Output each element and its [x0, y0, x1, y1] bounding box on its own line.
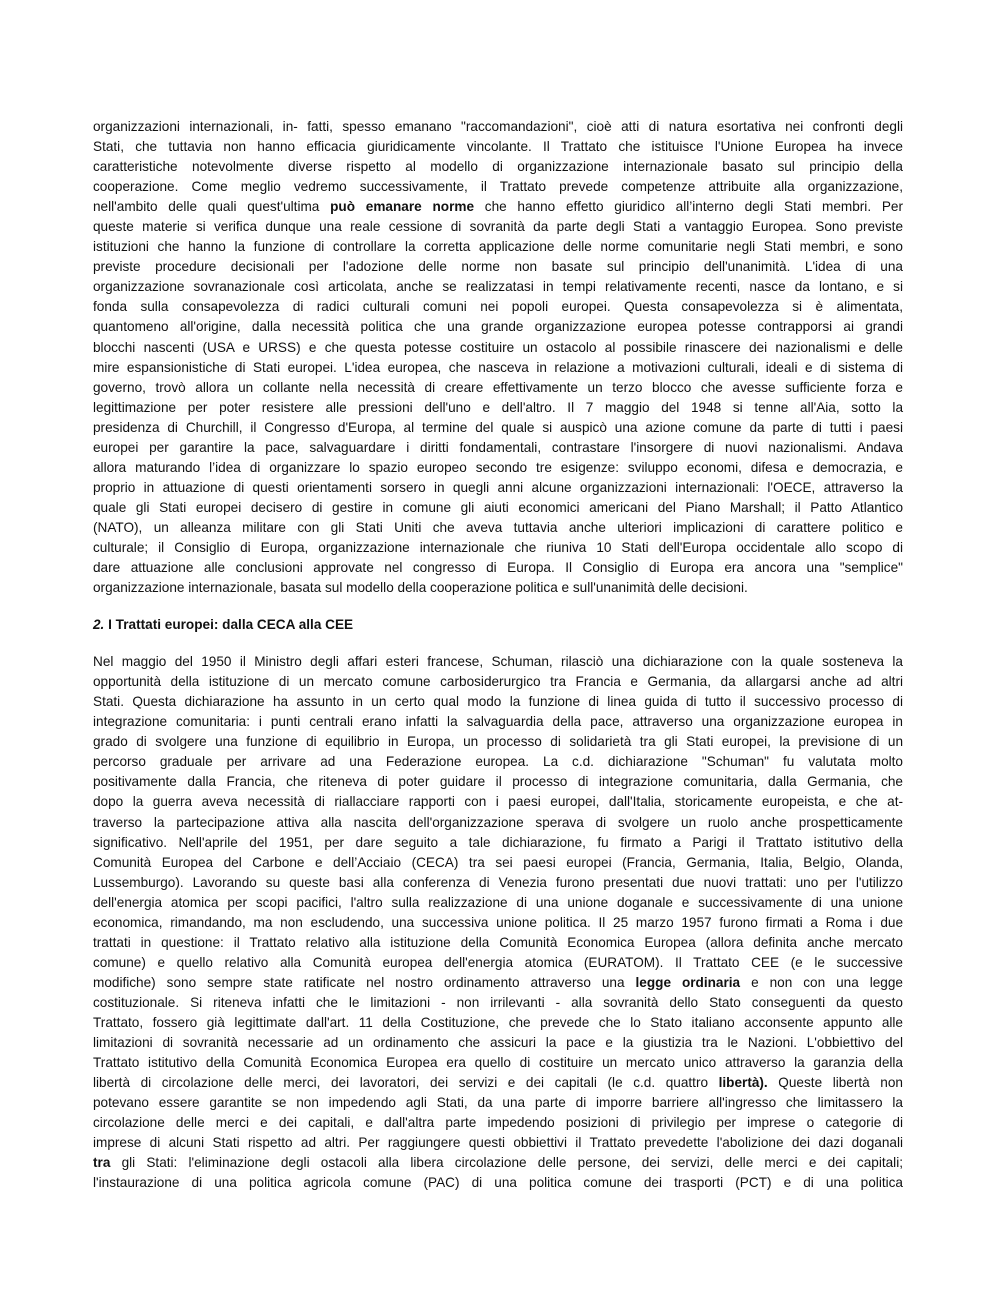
text-line: modifiche) sono sempre state ratificate nel nostro ordinamento attraverso una legge ordinaria e non con una legge — [93, 974, 903, 990]
section-title: I Trattati europei: dalla CECA alla CEE — [104, 617, 354, 633]
text-line: positivamente dalla Francia, che riteneva di poter guidare il processo di integrazione comunitaria, dalla Germania, che — [93, 774, 903, 790]
text-line: governo, trovò allora un collante nella necessità di creare effettivamente un terzo blocco che avesse sufficiente forza e — [93, 379, 903, 395]
text-line: dare attuazione alle conclusioni approvate nel congresso di Europa. Il Consiglio di Europa era ancora una "semplice" — [93, 560, 903, 576]
paragraph-2 — [93, 652, 903, 1193]
text-line: organizzazione internazionale, basata sul modello della cooperazione politica e sull'unanimità delle decisioni. — [93, 580, 748, 596]
text-line: traverso la partecipazione attiva alla nascita dell'organizzazione sperava di svolgere un ruolo anche prospetticamente — [93, 814, 903, 830]
text-line: quale gli Stati europei decisero di gestire in comune gli aiuti economici americani del Piano Marshall; il Patto Atlantico — [93, 499, 903, 515]
text-line: proprio in attuazione di questi orientamenti sorsero in quegli anni alcune organizzazioni internazionali: l'OECE, attraverso la — [93, 479, 903, 495]
text-line: europei per garantire la pace, salvaguardare i diritti fondamentali, contrastare l'insorgere di nuovi nazionalismi. Andava — [93, 439, 903, 455]
text-line: Stati, che tuttavia non hanno efficacia giuridicamente vincolante. Il Trattato che istituisce l'Unione Europea ha invece — [93, 139, 903, 155]
text-line: significativo. Nell'aprile del 1951, per dare seguito a tale dichiarazione, fu firmato a Parigi il Trattato istitutivo della — [93, 834, 903, 850]
text-line: Trattato istitutivo della Comunità Economica Europea era quello di costituire un mercato unico attraverso la garanzia della — [93, 1055, 903, 1071]
text-line: istituzioni che hanno la funzione di controllare la corretta applicazione delle norme comunitarie negli Stati membri, e sono — [93, 239, 903, 255]
text-line: organizzazione sovranazionale così articolata, anche se realizzatasi in tempi relativamente recenti, nasce da lontano, e si — [93, 279, 903, 295]
text-line: previste procedure decisionali per l'adozione delle norme non basate sul principio dell'unanimità. L'idea di una — [93, 259, 903, 275]
text-line: Lussemburgo). Lavorando su queste basi alla conferenza di Venezia furono presentati due nuovi trattati: uno per l'utilizzo — [93, 874, 903, 890]
text-line: fonda sulla consapevolezza di radici culturali comuni nei popoli europei. Questa consapevolezza si è alimentata, — [93, 299, 903, 315]
bold-text: libertà). — [718, 1075, 768, 1091]
text-line: cooperazione. Come meglio vedremo successivamente, il Trattato prevede competenze attribuite alla organizzazione, — [93, 179, 903, 195]
section-number: 2. — [93, 617, 105, 633]
text-line: caratteristiche notevolmente diverse rispetto al modello di organizzazione internazionale basato sul principio della — [93, 159, 903, 175]
text-line: (NATO), un alleanza militare con gli Stati Uniti che aveva tuttavia anche ulteriori implicazioni di carattere politico e — [93, 519, 903, 535]
text-line: blocchi nascenti (USA e URSS) e che questa potesse costituire un ostacolo al possibile rinascere dei nazionalismi e delle — [93, 339, 903, 355]
text-line: queste materie si verifica dunque una reale cessione di sovranità da parte degli Stati a vantaggio Europea. Sono previste — [93, 219, 903, 235]
paragraph-1 — [93, 117, 903, 598]
bold-text: legge ordinaria — [635, 974, 741, 990]
text-line: allora maturando l’idea di organizzare lo spazio europeo secondo tre esigenze: sviluppo economi, difesa e democrazia, e — [93, 459, 903, 475]
text-line: Trattato, fossero già legittimate dall'art. 11 della Costituzione, che prevede che lo Stato italiano acconsente appunto alle — [93, 1014, 903, 1030]
text-line: economica, rimandando, ma non escludendo, una successiva unione politica. Il 25 marzo 1957 furono firmati a Roma i due — [93, 914, 903, 930]
text-line: tra gli Stati: l'eliminazione degli ostacoli alla libera circolazione delle persone, dei servizi, delle merci e dei capitali; — [93, 1155, 903, 1171]
text-line: Nel maggio del 1950 il Ministro degli affari esteri francese, Schuman, rilasciò una dichiarazione con la quale sosteneva la — [93, 654, 903, 670]
text-line: limitazioni di sovranità necessarie ad un ordinamento che assicuri la pace e la giustizia tra le Nazioni. L'obbiettivo del — [93, 1035, 903, 1051]
text-line: mire espansionistiche di Stati europei. L'idea europea, che nasceva in relazione a motivazioni culturali, ideali e di sistema di — [93, 359, 903, 375]
text-line: costituzionale. Si riteneva infatti che le limitazioni - non irrilevanti - alla sovranità dello Stato conseguenti da questo — [93, 994, 903, 1010]
text-line: potevano essere garantite se non impedendo agli Stati, da una parte di imporre barriere all'ingresso che limitassero la — [93, 1095, 903, 1111]
document-page — [93, 117, 903, 1193]
section-heading — [93, 615, 903, 635]
text-line: dell'energia atomica per scopi pacifici, l'altro sulla realizzazione di una unione doganale e successivamente di una unione — [93, 894, 903, 910]
text-line: libertà di circolazione delle merci, dei lavoratori, dei servizi e dei capitali (le c.d. quattro libertà). Queste libertà non — [93, 1075, 903, 1091]
text-line: integrazione comunitaria: i punti centrali erano infatti la salvaguardia della pace, attraverso una organizzazione europea in — [93, 714, 903, 730]
text-line: quantomeno all'origine, dalla necessità politica che una grande organizzazione europea potesse contrapporsi ai grandi — [93, 319, 903, 335]
text-line: culturale; il Consiglio di Europa, organizzazione internazionale che riuniva 10 Stati dell'Europa occidentale allo scopo di — [93, 539, 903, 555]
text-line: presidenza di Churchill, il Congresso d'Europa, al termine del quale si auspicò una azione comune da parte di tutti i paesi — [93, 419, 903, 435]
text-line: Stati. Questa dichiarazione ha assunto in un certo qual modo la funzione di linea guida di tutto il successivo processo di — [93, 694, 903, 710]
text-line: Comunità Europea del Carbone e dell’Acciaio (CECA) tra sei paesi europei (Francia, Germania, Italia, Belgio, Olanda, — [93, 854, 903, 870]
text-line: organizzazioni internazionali, in- fatti, spesso emanano "raccomandazioni", cioè atti di natura esortativa nei confronti degli — [93, 119, 903, 134]
bold-text: può emanare norme — [330, 199, 475, 215]
bold-text: tra — [93, 1155, 111, 1171]
text-line: dopo la guerra aveva necessità di riallacciare rapporti con i paesi europei, dall'Italia, storicamente europeista, e che at- — [93, 794, 903, 810]
text-line: percorso graduale per arrivare ad una Federazione europea. La c.d. dichiarazione "Schuman" fu valutata molto — [93, 754, 903, 770]
text-line: l'instaurazione di una politica agricola comune (PAC) di una politica comune dei trasporti (PCT) e di una politica — [93, 1175, 903, 1191]
text-line: opportunità della istituzione di un mercato comune carbosiderurgico tra Francia e Germania, da allargarsi anche ad altri — [93, 674, 903, 690]
text-line: nell'ambito delle quali quest'ultima può emanare norme che hanno effetto giuridico all’interno degli Stati membri. Per — [93, 199, 904, 215]
text-line: trattati in questione: il Trattato relativo alla istituzione della Comunità Economica Europea (allora definita anche mercato — [93, 934, 903, 950]
text-line: grado di svolgere una funzione di equilibrio in Europa, un processo di solidarietà tra gli Stati europei, la previsione di un — [93, 734, 903, 750]
text-line: circolazione delle merci e dei capitali, e dall'altra parte impedendo posizioni di privilegio per imprese o categorie di — [93, 1115, 903, 1131]
text-line: legittimazione per poter resistere alle pressioni dell'uno e dell'altro. Il 7 maggio del 1948 si tenne all'Aia, sotto la — [93, 399, 903, 415]
text-line: imprese di alcuni Stati rispetto ad altri. Per raggiungere questi obbiettivi il Trattato prevedette l'abolizione dei dazi doganali — [93, 1135, 903, 1151]
text-line: comune) e quello relativo alla Comunità europea dell'energia atomica (EURATOM). Il Trattato CEE (e le successive — [93, 954, 903, 970]
